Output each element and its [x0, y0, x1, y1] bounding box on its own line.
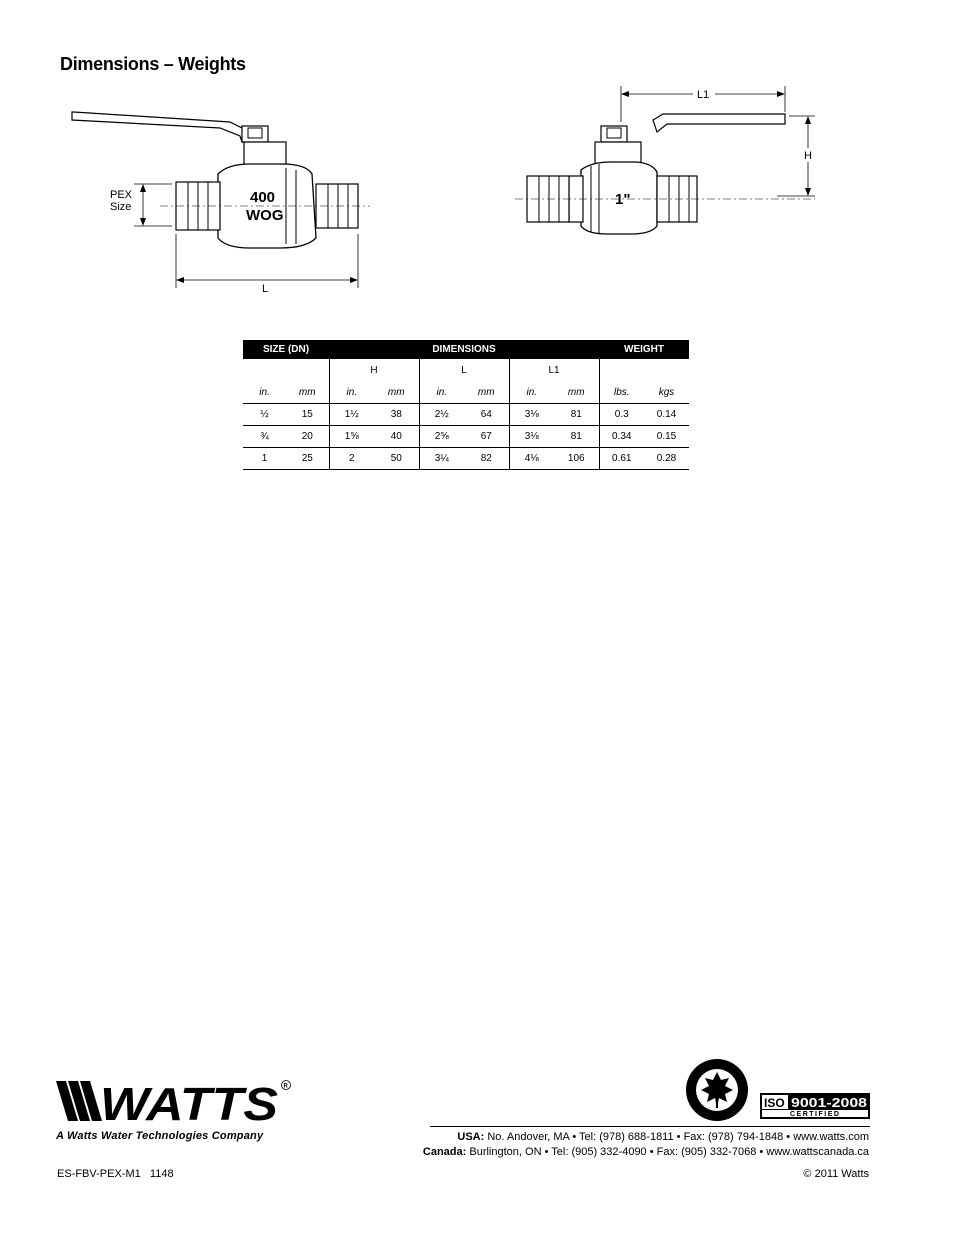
copyright: © 2011 Watts	[803, 1168, 869, 1180]
table-row	[243, 426, 689, 448]
canada-label: Canada:	[422, 1146, 467, 1158]
table-cell: 64	[464, 404, 509, 426]
table-cell: 3⅛	[509, 404, 554, 426]
unit-cell: kgs	[644, 381, 689, 404]
page-title: Dimensions – Weights	[60, 54, 246, 74]
table-cell: 67	[464, 426, 509, 448]
table-cell: 1⅝	[329, 426, 374, 448]
table-row	[243, 448, 689, 470]
table-cell: 2⅝	[419, 426, 464, 448]
table-cell: 0.34	[599, 426, 644, 448]
table-cell: 15	[286, 404, 329, 426]
l1-label: L1	[697, 89, 710, 101]
unit-cell: mm	[374, 381, 419, 404]
unit-cell: mm	[464, 381, 509, 404]
valve-rating-text: 400	[250, 189, 276, 206]
usa-contact	[457, 1131, 869, 1143]
valve-rating-wog: WOG	[246, 207, 284, 224]
unit-cell: in.	[243, 381, 286, 404]
table-cell: 25	[286, 448, 329, 470]
table-cell: 0.14	[644, 404, 689, 426]
table-cell: 2½	[419, 404, 464, 426]
table-cell: 2	[329, 448, 374, 470]
sub-header-empty	[243, 359, 329, 381]
iso-certified: CERTIFIED	[790, 1111, 841, 1118]
table-cell: 106	[554, 448, 599, 470]
table-cell: 3¼	[419, 448, 464, 470]
footer-divider	[430, 1126, 870, 1127]
table-group-header-row	[243, 340, 689, 359]
table-cell: 20	[286, 426, 329, 448]
unit-cell: lbs.	[599, 381, 644, 404]
table-cell: 0.61	[599, 448, 644, 470]
table-units-row	[243, 381, 689, 404]
table-cell: 0.28	[644, 448, 689, 470]
table-cell: 3⅛	[509, 426, 554, 448]
dimensions-table	[243, 340, 689, 470]
table-cell: 0.3	[599, 404, 644, 426]
table-sub-header-row	[243, 359, 689, 381]
valve-side-diagram	[60, 98, 380, 298]
weight-header: WEIGHT	[599, 340, 689, 359]
table-cell: 0.15	[644, 426, 689, 448]
l1-header: L1	[509, 359, 599, 381]
table-cell: 40	[374, 426, 419, 448]
table-cell: ¾	[243, 426, 286, 448]
usa-details: No. Andover, MA • Tel: (978) 688-1811 • Fax: (978) 794-1848 • www.watts.com	[484, 1131, 869, 1143]
weight-sub-empty	[599, 359, 689, 381]
table-cell: 81	[554, 426, 599, 448]
watts-logo	[56, 1079, 292, 1123]
iso-number: 9001-2008	[791, 1095, 867, 1110]
table-cell: 1½	[329, 404, 374, 426]
l-header: L	[419, 359, 509, 381]
unit-cell: in.	[329, 381, 374, 404]
l-label: L	[262, 283, 269, 295]
usgbc-member-seal	[685, 1058, 749, 1122]
iso-certified-badge	[760, 1093, 870, 1119]
table-cell: 82	[464, 448, 509, 470]
h-header: H	[329, 359, 419, 381]
table-cell: 38	[374, 404, 419, 426]
svg-text:R: R	[283, 1083, 288, 1090]
dimensions-header: DIMENSIONS	[329, 340, 599, 359]
tagline: A Watts Water Technologies Company	[56, 1130, 264, 1142]
unit-cell: in.	[509, 381, 554, 404]
document-number: ES-FBV-PEX-M1 1148	[57, 1168, 174, 1180]
iso-label: ISO	[764, 1096, 785, 1110]
valve-front-diagram	[515, 80, 835, 240]
unit-cell: mm	[554, 381, 599, 404]
table-row	[243, 404, 689, 426]
size-label: Size	[110, 201, 132, 213]
unit-cell: mm	[286, 381, 329, 404]
table-cell: 81	[554, 404, 599, 426]
canada-details: Burlington, ON • Tel: (905) 332-4090 • Fax: (905) 332-7068 • www.wattscanada.ca	[466, 1146, 869, 1158]
unit-cell: in.	[419, 381, 464, 404]
usa-label: USA:	[457, 1131, 485, 1143]
pex-label: PEX	[110, 189, 133, 201]
size-header: SIZE (DN)	[243, 340, 329, 359]
logo-wordmark: WATTS	[100, 1079, 279, 1123]
table-cell: 1	[243, 448, 286, 470]
valve-size-text: 1"	[615, 191, 631, 208]
h-label: H	[804, 150, 812, 162]
table-cell: 50	[374, 448, 419, 470]
table-cell: ½	[243, 404, 286, 426]
canada-contact	[423, 1146, 869, 1158]
table-cell: 4⅛	[509, 448, 554, 470]
